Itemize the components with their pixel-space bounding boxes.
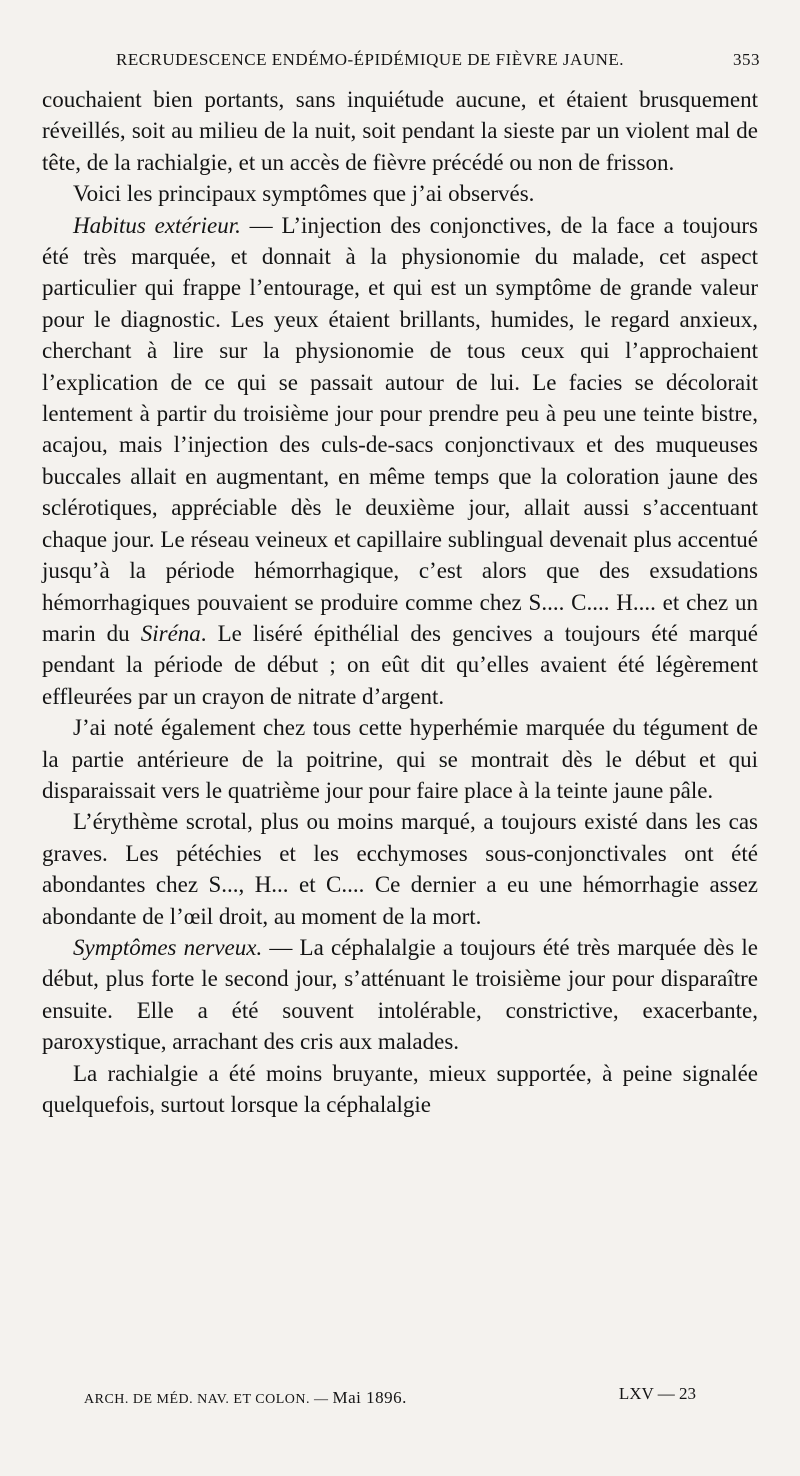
paragraph (42, 932, 758, 1058)
paragraph-text: L’érythème scrotal, plus ou moins marqué, a toujours existé dans les cas graves. Les pétéchies et les ecchymoses sous-conjonctivales ont été abondantes chez S..., H... et C.... Ce dernier a eu une hémorrhagie assez abondante de l’œil droit, au moment de la mort. (42, 809, 758, 929)
printer-signature: LXV — 23 (618, 1384, 696, 1403)
paragraph (42, 84, 758, 178)
paragraph-text: — L’injection des conjonctives, de la face a toujours été très marquée, et donnait à la physionomie du malade, cet aspect particulier qui frappe l’entourage, et qui est un symptôme de grande valeur pour le diagnostic. Les yeux étaient brillants, humides, le regard anxieux, cherchant à lire sur la physionomie de tous ceux qui l’approchaient l’explication de ce qui se passait autour de lui. Le facies se décolorait lentement à partir du troisième jour pour prendre peu à peu une teinte bistre, acajou, mais l’injection des culs-de-sacs conjonctivaux et des muqueuses buccales allait en augmentant, en même temps que la coloration jaune des sclérotiques, appréciable dès le deuxième jour, allait aussi s’accentuant chaque jour. Le réseau veineux et capillaire sublingual devenait plus accentué jusqu’à la période hémorrhagique, c’est alors que des exsudations hémorrhagiques pouvaient se produire comme chez S.... C.... H.... et chez un marin du (42, 212, 758, 646)
paragraph (42, 1058, 758, 1121)
paragraph (42, 210, 758, 713)
paragraph-text: J’ai noté également chez tous cette hyperhémie marquée du tégument de la partie antérieure de la poitrine, qui se montrait dès le début et qui disparaissait vers le quatrième jour pour faire place à la teinte jaune pâle. (42, 715, 758, 803)
paragraph (42, 806, 758, 932)
journal-name: ARCH. DE MÉD. NAV. ET COLON. — (84, 1392, 329, 1407)
paragraph (42, 178, 758, 209)
page-number: 353 (733, 50, 760, 69)
running-title: RECRUDESCENCE ENDÉMO-ÉPIDÉMIQUE DE FIÈVRE JAUNE. (116, 50, 625, 69)
paragraph-text: couchaient bien portants, sans inquiétude aucune, et étaient brusquement réveillés, soit au milieu de la nuit, soit pendant la sieste par un violent mal de tête, de la rachialgie, et un accès de fièvre précédé ou non de frisson. (42, 87, 758, 175)
paragraph-text: — La céphalalgie a toujours été très marquée dès le début, plus forte le second jour, s’atténuant le troisième jour pour disparaître ensuite. Elle a été souvent intolérable, constrictive, exacerbante, paroxystique, arrachant des cris aux malades. (42, 934, 758, 1055)
running-header (80, 50, 760, 76)
paragraph-text: Voici les principaux symptômes que j’ai observés. (73, 181, 535, 207)
italic-heading: Siréna (140, 620, 201, 646)
body-text (42, 84, 758, 1120)
paragraph-text: La rachialgie a été moins bruyante, mieux supportée, à peine signalée quelquefois, surtout lorsque la céphalalgie (42, 1060, 758, 1117)
page-footer (84, 1384, 696, 1414)
paragraph-text: . Le liséré épithélial des gencives a toujours été marqué pendant la période de début ; on eût dit qu’elles avaient été légèrement effleurées par un crayon de nitrate d’argent. (42, 620, 759, 709)
journal-reference (84, 1388, 407, 1408)
issue-date: Mai 1896. (332, 1388, 407, 1407)
paragraph (42, 712, 758, 806)
italic-heading: Habitus extérieur. (73, 212, 241, 238)
italic-heading: Symptômes nerveux. (73, 934, 263, 960)
